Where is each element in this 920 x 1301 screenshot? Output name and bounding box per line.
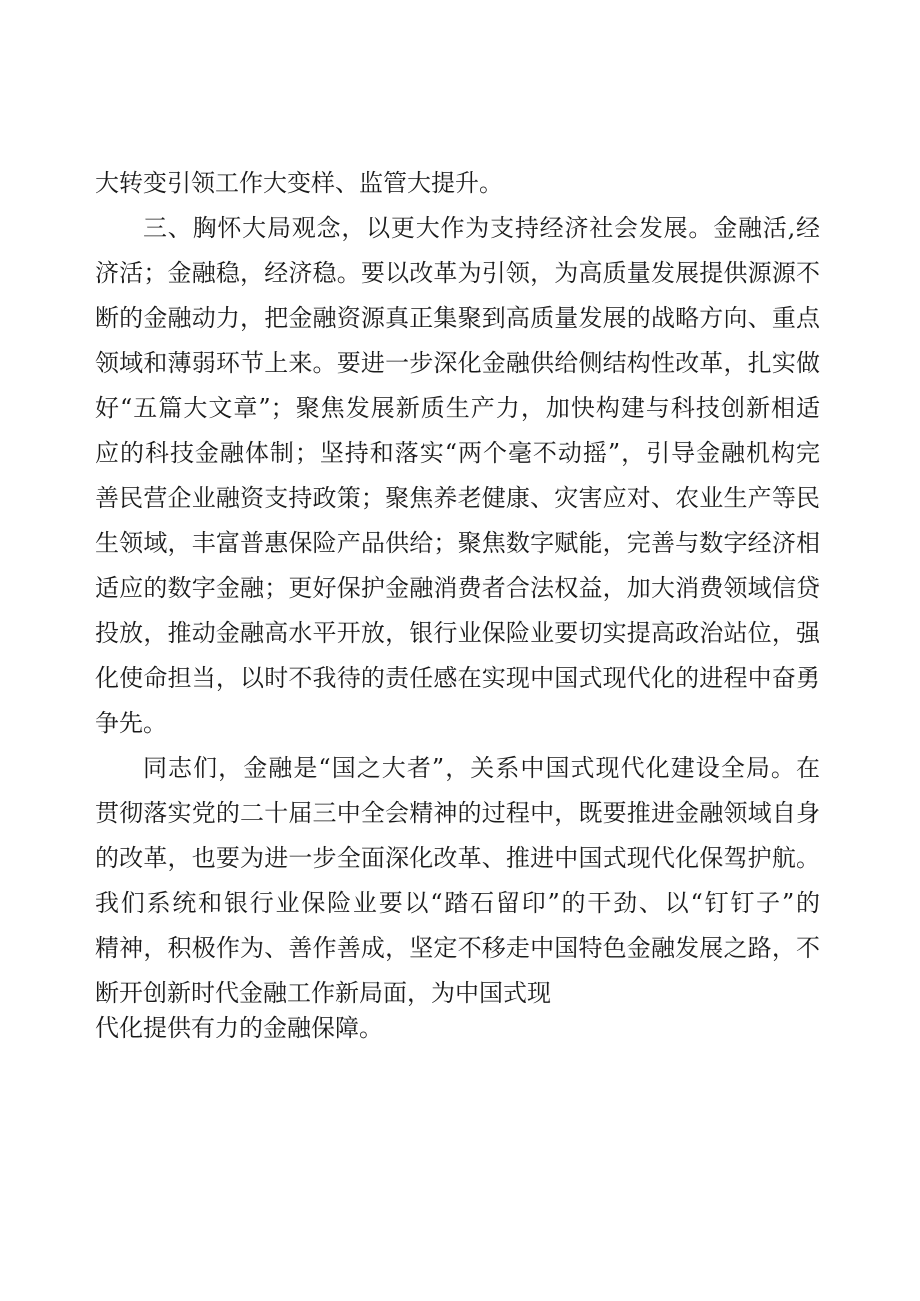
text-line: 好“五篇大文章”；聚焦发展新质生产力，加快构建与科技创新相适	[95, 394, 820, 422]
text-line: 善民营企业融资支持政策；聚焦养老健康、灾害应对、农业生产等民	[95, 484, 820, 512]
text-line: 领域和薄弱环节上来。要进一步深化金融供给侧结构性改革，扎实做	[95, 349, 820, 377]
text-line: 代化提供有力的金融保障。	[95, 1014, 383, 1042]
text-line: 断开创新时代金融工作新局面，为中国式现	[95, 979, 551, 1007]
text-line: 争先。	[95, 709, 167, 737]
text-line: 贯彻落实党的二十届三中全会精神的过程中，既要推进金融领域自身	[95, 799, 820, 827]
text-line: 的改革，也要为进一步全面深化改革、推进中国式现代化保驾护航。	[95, 844, 820, 872]
text-line: 精神，积极作为、善作善成，坚定不移走中国特色金融发展之路，不	[95, 934, 820, 962]
text-line: 适应的数字金融；更好保护金融消费者合法权益，加大消费领域信贷	[95, 574, 820, 602]
text-line: 化使命担当，以时不我待的责任感在实现中国式现代化的进程中奋勇	[95, 664, 820, 692]
text-line: 大转变引领工作大变样、监管大提升。	[95, 169, 503, 197]
text-line: 我们系统和银行业保险业要以“踏石留印”的干劲、以“钉钉子”的	[95, 889, 820, 917]
paragraph-heading-line: 三、胸怀大局观念，以更大作为支持经济社会发展。金融活,经	[143, 214, 820, 242]
text-line: 应的科技金融体制；坚持和落实“两个毫不动摇”，引导金融机构完	[95, 439, 820, 467]
text-line: 投放，推动金融高水平开放，银行业保险业要切实提高政治站位，强	[95, 619, 820, 647]
text-line: 断的金融动力，把金融资源真正集聚到高质量发展的战略方向、重点	[95, 304, 820, 332]
text-line: 生领域，丰富普惠保险产品供给；聚焦数字赋能，完善与数字经济相	[95, 529, 820, 557]
paragraph-first-line: 同志们，金融是“国之大者”，关系中国式现代化建设全局。在	[143, 754, 820, 782]
text-line: 济活；金融稳，经济稳。要以改革为引领，为高质量发展提供源源不	[95, 259, 820, 287]
